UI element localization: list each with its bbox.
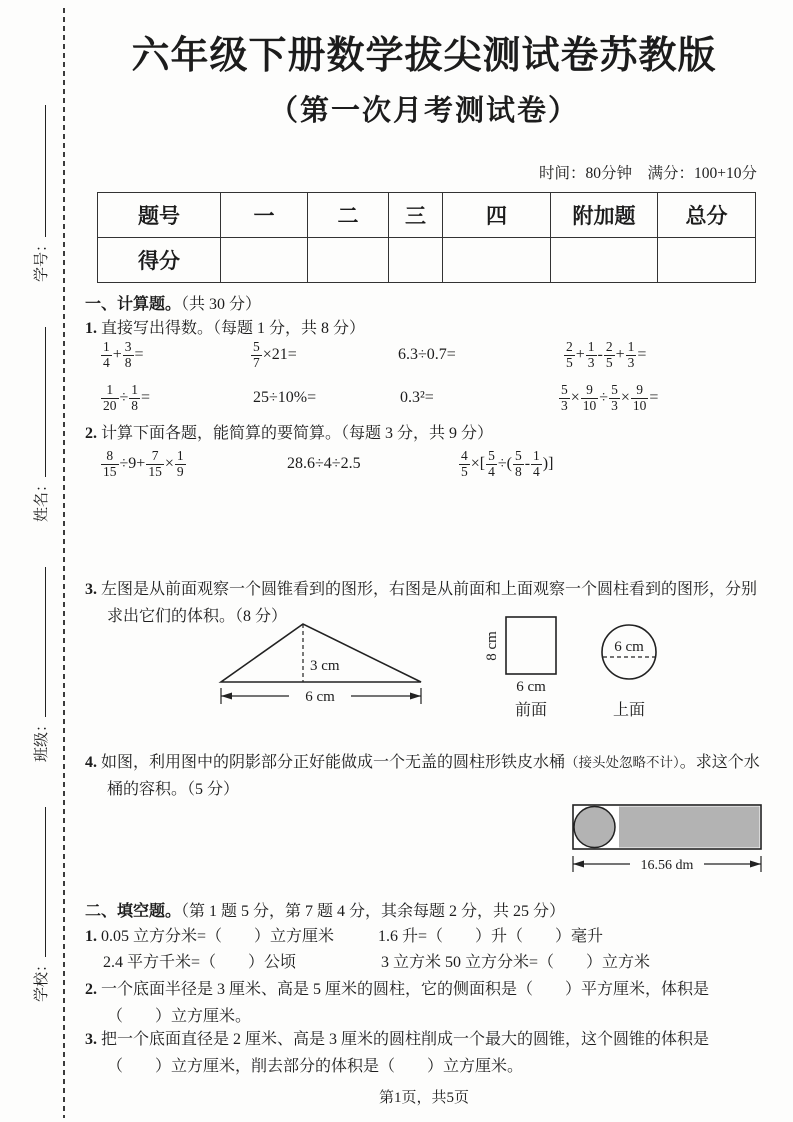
q2-expression-row — [85, 441, 765, 487]
q1-expression-row-2 — [85, 377, 765, 419]
section1-heading-rest: （共 30 分） — [181, 296, 262, 313]
bucket-sheet-diagram — [570, 802, 770, 878]
s2q1-row1 — [85, 924, 765, 949]
q3-text: 左图是从前面观察一个圆锥看到的图形，右图是从前面和上面观察一个圆柱看到的图形，分别求出它们的体积。（8 分） — [101, 581, 758, 625]
student-no-label: 学号： — [34, 236, 50, 282]
s2q1-row2 — [85, 950, 765, 975]
arrow-left-icon — [221, 693, 232, 700]
arrow-right-icon — [410, 693, 421, 700]
score-header-cell: 三 — [389, 193, 443, 238]
score-empty-cell — [389, 238, 443, 283]
section1-heading — [85, 292, 261, 319]
cylinder-front-view-diagram — [480, 612, 580, 724]
q1-text: 直接写出得数。（每题 1 分，共 8 分） — [101, 320, 366, 337]
fraction: $\frac{9}{10}$ — [632, 382, 647, 413]
s2q2-block — [85, 977, 763, 1031]
section1-heading-bold: 一、计算题。 — [85, 296, 182, 313]
math-expression: $\frac{1}{4}$ + $\frac{3}{8}$ = — [103, 339, 144, 370]
fraction: $\frac{1}{20}$ — [103, 382, 117, 413]
top-diameter-label: 6 cm — [614, 639, 644, 655]
q4-number: 4. — [85, 754, 97, 771]
score-empty-cell — [443, 238, 551, 283]
score-header-cell: 一 — [221, 193, 308, 238]
class-blank — [30, 567, 51, 762]
score-empty-cell — [221, 238, 308, 283]
sheet-length-label: 16.56 dm — [640, 858, 694, 873]
s2q2-text: 一个底面半径是 3 厘米、高是 5 厘米的圆柱，它的侧面积是（ ）平方厘米，体积是（ ）立方厘米。 — [101, 981, 710, 1025]
score-header-cell: 四 — [443, 193, 551, 238]
fraction: $\frac{5}{3}$ — [561, 382, 568, 413]
score-header-cell: 附加题 — [551, 193, 658, 238]
shaded-side-rectangle — [619, 807, 760, 848]
s2q2-number: 2. — [85, 981, 97, 998]
front-view-caption: 前面 — [514, 702, 548, 719]
fraction: $\frac{7}{15}$ — [148, 448, 162, 479]
fraction: $\frac{1}{9}$ — [176, 448, 184, 479]
math-expression: $\frac{1}{20}$ ÷ $\frac{1}{8}$ = — [103, 382, 151, 413]
fraction: $\frac{5}{3}$ — [611, 382, 618, 413]
math-expression: $\frac{5}{3}$ × $\frac{9}{10}$ ÷ $\frac{5}{3}$ × $\frac{9}{10}$ = — [561, 382, 659, 413]
fraction: $\frac{1}{4}$ — [533, 448, 540, 479]
score-header-cell: 题号 — [98, 193, 221, 238]
q4-text-a: 如图，利用图中的阴影部分正好能做成一个无盖的圆柱形铁皮水桶 — [101, 754, 566, 771]
fraction: $\frac{5}{4}$ — [488, 448, 495, 479]
page-number: 第1页，共5页 — [378, 1090, 469, 1106]
paper-title: 六年级下册数学拔尖测试卷苏教版 — [131, 35, 717, 77]
student-no-blank — [30, 105, 51, 282]
q4-block — [85, 750, 765, 804]
fraction: $\frac{5}{7}$ — [253, 339, 260, 370]
q1-number: 1. — [85, 320, 97, 337]
fill-blank-item: 0.05 立方分米=（ ）立方厘米 — [101, 928, 335, 945]
q2-text: 计算下面各题，能简算的要简算。（每题 3 分，共 9 分） — [101, 425, 494, 442]
math-expression: 0.3²= — [400, 389, 434, 406]
fill-blank-item: 1.6 升=（ ）升（ ）毫升 — [378, 928, 604, 945]
section2-heading — [85, 899, 565, 926]
fraction: $\frac{3}{8}$ — [124, 339, 132, 370]
shaded-base-circle — [574, 807, 615, 848]
score-row-label: 得分 — [98, 238, 221, 283]
school-fill-line — [32, 807, 46, 957]
math-expression: $\frac{4}{5}$ ×[ $\frac{5}{4}$ ÷( $\frac{5}{8}$ - $\frac{1}{4}$ )] — [461, 448, 554, 479]
rectangle-outline — [506, 617, 556, 674]
name-label: 姓名： — [34, 476, 50, 522]
cone-base-label: 6 cm — [305, 689, 335, 705]
section2-heading-rest: （第 1 题 5 分，第 7 题 4 分，其余每题 2 分，共 25 分） — [181, 903, 566, 920]
fraction: $\frac{1}{3}$ — [627, 339, 635, 370]
school-label: 学校： — [34, 956, 50, 1002]
q4-text-note: （接头处忽略不计） — [565, 755, 680, 770]
arrow-left-icon — [573, 861, 584, 868]
fraction: $\frac{2}{5}$ — [566, 339, 573, 370]
math-expression: $\frac{5}{7}$ ×21= — [253, 339, 297, 370]
student-info-strip — [30, 82, 51, 1002]
q4-text-c: 。求这个水桶的容积。（5 分） — [107, 754, 760, 798]
fraction: $\frac{1}{4}$ — [103, 339, 110, 370]
math-expression: 25÷10%= — [253, 389, 317, 406]
front-height-label: 8 cm — [484, 631, 500, 661]
fraction: $\frac{4}{5}$ — [461, 448, 468, 479]
top-view-caption: 上面 — [612, 702, 646, 719]
class-fill-line — [32, 567, 46, 717]
score-empty-cell — [551, 238, 658, 283]
s2q3-block — [85, 1027, 763, 1081]
s2q3-text: 把一个底面直径是 2 厘米、高是 3 厘米的圆柱削成一个最大的圆锥，这个圆锥的体积是（ ）立方厘米，削去部分的体积是（ ）立方厘米。 — [101, 1031, 710, 1075]
time-score-info: 时间：80分钟 满分：100+10分 — [539, 165, 757, 182]
school-blank — [30, 807, 51, 1002]
score-empty-cell — [658, 238, 756, 283]
s2q3-number: 3. — [85, 1031, 97, 1048]
q2-number: 2. — [85, 425, 97, 442]
name-blank — [30, 327, 51, 522]
score-table-score-row — [98, 238, 756, 283]
fraction: $\frac{1}{3}$ — [587, 339, 595, 370]
fraction: $\frac{5}{8}$ — [514, 448, 522, 479]
fill-blank-item: 3 立方米 50 立方分米=（ ）立方米 — [381, 954, 651, 971]
score-empty-cell — [308, 238, 389, 283]
q3-diagrams — [85, 612, 763, 730]
score-table — [97, 192, 756, 283]
q1-expression-row-1 — [85, 334, 765, 376]
fraction: $\frac{2}{5}$ — [605, 339, 613, 370]
fraction: $\frac{8}{15}$ — [103, 448, 117, 479]
score-header-cell: 二 — [308, 193, 389, 238]
class-label: 班级： — [34, 716, 50, 762]
arrow-right-icon — [750, 861, 761, 868]
cone-height-label: 3 cm — [310, 658, 340, 674]
math-expression: $\frac{8}{15}$ ÷9+ $\frac{7}{15}$ × $\frac{1}{9}$ — [103, 448, 184, 479]
front-width-label: 6 cm — [516, 679, 546, 695]
s2q1-number: 1. — [85, 928, 97, 945]
paper-subtitle: （第一次月考测试卷） — [268, 95, 579, 127]
math-expression: 28.6÷4÷2.5 — [287, 455, 361, 472]
cone-front-view-diagram — [213, 620, 428, 715]
math-expression: $\frac{2}{5}$ + $\frac{1}{3}$ - $\frac{2}{5}$ + $\frac{1}{3}$ = — [566, 339, 647, 370]
fill-blank-item: 2.4 平方千米=（ ）公顷 — [103, 954, 297, 971]
margin-dashed-divider — [63, 8, 65, 1118]
score-table-header-row — [98, 193, 756, 238]
cylinder-top-view-diagram — [582, 612, 677, 724]
q3-number: 3. — [85, 581, 97, 598]
name-fill-line — [32, 327, 46, 477]
student-no-fill-line — [32, 105, 46, 237]
section2-heading-bold: 二、填空题。 — [85, 903, 182, 920]
score-header-cell: 总分 — [658, 193, 756, 238]
fraction: $\frac{1}{8}$ — [131, 382, 139, 413]
fraction: $\frac{9}{10}$ — [582, 382, 597, 413]
math-expression: 6.3÷0.7= — [398, 346, 456, 363]
